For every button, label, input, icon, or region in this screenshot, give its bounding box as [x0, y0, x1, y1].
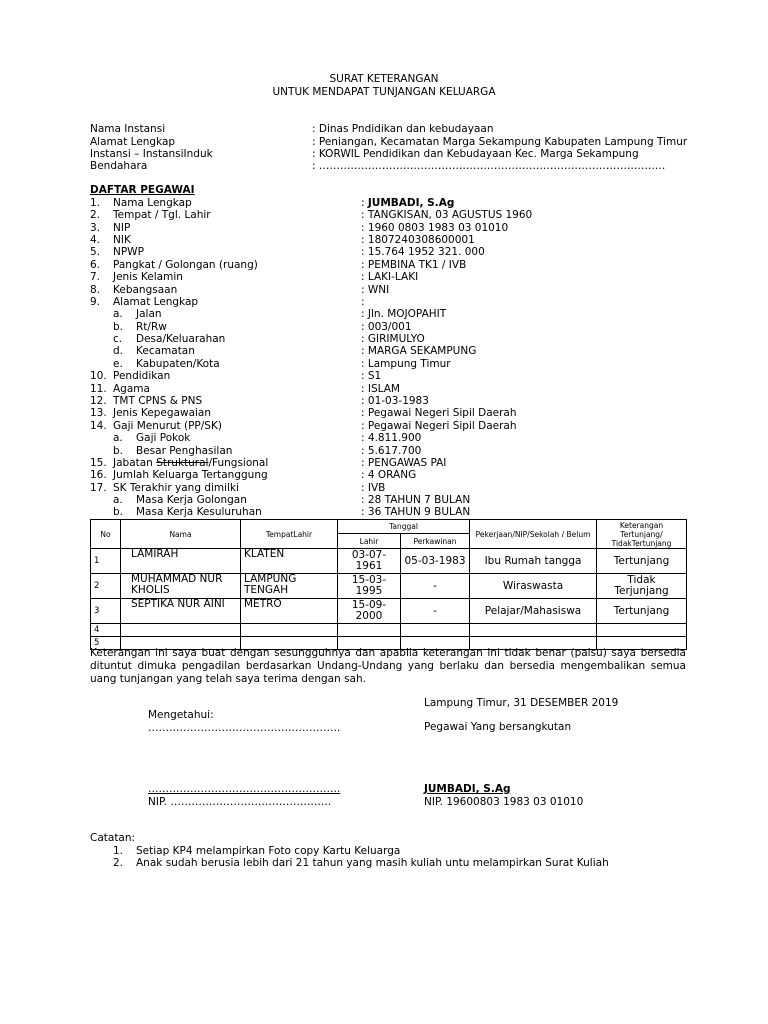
cell-pekerjaan — [470, 624, 597, 637]
pegawai-label: Rt/Rw — [136, 321, 167, 333]
pegawai-value: : 15.764 1952 321. 000 — [361, 246, 485, 258]
catatan-num: 1. — [113, 845, 124, 857]
pegawai-num: 16. — [90, 469, 107, 481]
cell-no: 4 — [91, 624, 121, 637]
pegawai-num: 11. — [90, 383, 107, 395]
cell-nama — [121, 624, 241, 637]
cell-no: 3 — [91, 599, 121, 624]
cell-lahir: 03-07-1961 — [338, 549, 401, 574]
cell-keterangan — [597, 624, 687, 637]
pegawai-label: Jumlah Keluarga Tertanggung — [113, 469, 268, 481]
left-signature-line: ………………………………………………. — [148, 783, 341, 795]
instansi-value: : KORWIL Pendidikan dan Kebudayaan Kec. Marga Sekampung — [312, 148, 639, 160]
pegawai-subnum: c. — [113, 333, 123, 345]
cell-perkawinan: - — [401, 574, 470, 599]
statement-paragraph: Keterangan ini saya buat dengan sesungguhnya dan apabila keterangan ini tidak benar (palsu) saya bersedia dituntut dimuka pengadilan berdasarkan Undang-Undang yang berlaku dan bersedia mengembalikan semua uang tunjangan yang telah saya terima dengan sah. — [90, 647, 686, 685]
pegawai-label: NIK — [113, 234, 131, 246]
table-row — [91, 574, 687, 599]
signer-nip: NIP. 19600803 1983 03 01010 — [424, 796, 584, 808]
pegawai-value: : 28 TAHUN 7 BULAN — [361, 494, 471, 506]
catatan-item: Setiap KP4 melampirkan Foto copy Kartu Keluarga — [136, 845, 401, 857]
pegawai-num: 9. — [90, 296, 101, 308]
cell-lahir: 15-03-1995 — [338, 574, 401, 599]
pegawai-label: TMT CPNS & PNS — [113, 395, 203, 407]
cell-tempat: LAMPUNG TENGAH — [241, 574, 338, 599]
mengetahui-dots: ………………………………………………. — [148, 722, 341, 734]
pegawai-value: : MARGA SEKAMPUNG — [361, 345, 477, 357]
catatan-num: 2. — [113, 857, 124, 869]
pegawai-value: : PENGAWAS PAI — [361, 457, 447, 469]
cell-no: 1 — [91, 549, 121, 574]
pegawai-value: : TANGKISAN, 03 AGUSTUS 1960 — [361, 209, 533, 221]
pegawai-label: Agama — [113, 383, 150, 395]
pegawai-num: 8. — [90, 284, 101, 296]
instansi-value: : ……………………………………………………………………………………… — [312, 160, 666, 172]
pegawai-label: Masa Kerja Kesuluruhan — [136, 506, 262, 518]
pegawai-label: Kabupaten/Kota — [136, 358, 220, 370]
pegawai-label: SK Terakhir yang dimilki — [113, 482, 239, 494]
header-lahir: Lahir — [338, 534, 401, 549]
pegawai-value: : 003/001 — [361, 321, 412, 333]
instansi-value: : Dinas Pndidikan dan kebudayaan — [312, 123, 494, 135]
pegawai-value: : LAKI-LAKI — [361, 271, 419, 283]
pegawai-subnum: d. — [113, 345, 124, 357]
cell-tempat — [241, 624, 338, 637]
cell-pekerjaan: Ibu Rumah tangga — [470, 549, 597, 574]
cell-keterangan: Tertunjang — [597, 549, 687, 574]
pegawai-num: 10. — [90, 370, 107, 382]
header-nama: Nama — [121, 520, 241, 549]
header-no: No — [91, 520, 121, 549]
cell-nama: LAMIRAH — [121, 549, 241, 574]
cell-keterangan: Tertunjang — [597, 599, 687, 624]
header-pekerjaan: Pekerjaan/NIP/Sekolah / Belum — [470, 520, 597, 549]
pegawai-label: Tempat / Tgl. Lahir — [113, 209, 211, 221]
pegawai-value: : 01-03-1983 — [361, 395, 429, 407]
pegawai-num: 5. — [90, 246, 101, 258]
pegawai-num: 13. — [90, 407, 107, 419]
pegawai-value: : GIRIMULYO — [361, 333, 425, 345]
pegawai-value: : WNI — [361, 284, 390, 296]
pegawai-subnum: a. — [113, 432, 123, 444]
pegawai-value: : JUMBADI, S.Ag — [361, 197, 455, 209]
pegawai-label: Kebangsaan — [113, 284, 178, 296]
pegawai-num: 2. — [90, 209, 101, 221]
cell-keterangan: Tidak Terjunjang — [597, 574, 687, 599]
table-row — [91, 624, 687, 637]
header-tempat-lahir: TempatLahir — [241, 520, 338, 549]
pegawai-label: Gaji Menurut (PP/SK) — [113, 420, 222, 432]
cell-tempat: KLATEN — [241, 549, 338, 574]
pegawai-value: : Lampung Timur — [361, 358, 451, 370]
header-tanggal: Tanggal — [338, 520, 470, 534]
pegawai-value: : 4 ORANG — [361, 469, 417, 481]
cell-nama: SEPTIKA NUR AINI — [121, 599, 241, 624]
pegawai-subnum: b. — [113, 321, 124, 333]
pegawai-value: : 36 TAHUN 9 BULAN — [361, 506, 471, 518]
pegawai-label: Masa Kerja Golongan — [136, 494, 247, 506]
pegawai-label: Desa/Keluarahan — [136, 333, 226, 345]
instansi-label: Alamat Lengkap — [90, 136, 176, 148]
pegawai-value: : Pegawai Negeri Sipil Daerah — [361, 407, 517, 419]
pegawai-label: Nama Lengkap — [113, 197, 192, 209]
pegawai-subnum: a. — [113, 308, 123, 320]
pegawai-label: Jalan — [136, 308, 162, 320]
pegawai-num: 14. — [90, 420, 107, 432]
table-row — [91, 599, 687, 624]
pegawai-label: Besar Penghasilan — [136, 445, 233, 457]
pegawai-label: Pangkat / Golongan (ruang) — [113, 259, 258, 271]
signer-name: JUMBADI, S.Ag — [424, 783, 511, 795]
pegawai-label: Gaji Pokok — [136, 432, 191, 444]
pegawai-subnum: b. — [113, 506, 124, 518]
catatan-title: Catatan: — [90, 832, 136, 844]
pegawai-subnum: a. — [113, 494, 123, 506]
pegawai-label: Alamat Lengkap — [113, 296, 199, 308]
pegawai-num: 7. — [90, 271, 101, 283]
header-keterangan: Keterangan Tertunjang/ TidakTertunjang — [597, 520, 687, 549]
pegawai-subnum: b. — [113, 445, 124, 457]
daftar-pegawai-title: DAFTAR PEGAWAI — [90, 184, 195, 196]
pegawai-value: : S1 — [361, 370, 382, 382]
family-table — [90, 519, 687, 650]
pegawai-num: 4. — [90, 234, 101, 246]
cell-lahir: 15-09-2000 — [338, 599, 401, 624]
cell-pekerjaan: Wiraswasta — [470, 574, 597, 599]
pegawai-label: Jenis Kepegawaian — [113, 407, 212, 419]
cell-perkawinan: - — [401, 599, 470, 624]
cell-no: 2 — [91, 574, 121, 599]
pegawai-num: 3. — [90, 222, 101, 234]
instansi-label: Instansi – InstansiInduk — [90, 148, 213, 160]
doc-title-line2: UNTUK MENDAPAT TUNJANGAN KELUARGA — [272, 86, 496, 98]
pegawai-num: 15. — [90, 457, 107, 469]
pegawai-value: : Jln. MOJOPAHIT — [361, 308, 447, 320]
pegawai-num: 12. — [90, 395, 107, 407]
place-date: Lampung Timur, 31 DESEMBER 2019 — [424, 697, 619, 709]
instansi-label: Nama Instansi — [90, 123, 166, 135]
pegawai-label: Kecamatan — [136, 345, 195, 357]
pegawai-value: : ISLAM — [361, 383, 400, 395]
cell-tempat: METRO — [241, 599, 338, 624]
pegawai-value: : 4.811.900 — [361, 432, 422, 444]
doc-title-line1: SURAT KETERANGAN — [329, 73, 439, 85]
pegawai-num: 6. — [90, 259, 101, 271]
table-row — [91, 549, 687, 574]
cell-perkawinan: 05-03-1983 — [401, 549, 470, 574]
left-nip: NIP. ………………………………………. — [148, 796, 332, 808]
pegawai-label: Jenis Kelamin — [113, 271, 183, 283]
header-perkawinan: Perkawinan — [401, 534, 470, 549]
pegawai-value: : 1807240308600001 — [361, 234, 475, 246]
pegawai-label: NPWP — [113, 246, 144, 258]
pegawai-value: : 1960 0803 1983 03 01010 — [361, 222, 509, 234]
pegawai-value: : — [361, 296, 365, 308]
pegawai-label: Pendidikan — [113, 370, 171, 382]
pegawai-label: Jabatan Struktural/Fungsional — [113, 457, 269, 469]
pegawai-value: : IVB — [361, 482, 386, 494]
cell-nama: MUHAMMAD NUR KHOLIS — [121, 574, 241, 599]
cell-lahir — [338, 624, 401, 637]
pegawai-value: : Pegawai Negeri Sipil Daerah — [361, 420, 517, 432]
mengetahui-label: Mengetahui: — [148, 709, 214, 721]
pegawai-bersangkutan-label: Pegawai Yang bersangkutan — [424, 721, 572, 733]
pegawai-num: 17. — [90, 482, 107, 494]
pegawai-num: 1. — [90, 197, 101, 209]
cell-no: 5 — [91, 637, 121, 650]
pegawai-value: : 5.617.700 — [361, 445, 422, 457]
pegawai-subnum: e. — [113, 358, 123, 370]
cell-pekerjaan: Pelajar/Mahasiswa — [470, 599, 597, 624]
instansi-label: Bendahara — [90, 160, 148, 172]
cell-perkawinan — [401, 624, 470, 637]
table-header-row — [91, 520, 687, 534]
instansi-value: : Peniangan, Kecamatan Marga Sekampung Kabupaten Lampung Timur — [312, 136, 688, 148]
pegawai-value: : PEMBINA TK1 / IVB — [361, 259, 467, 271]
pegawai-label: NIP — [113, 222, 131, 234]
struck-word: Struktural — [156, 457, 209, 469]
catatan-item: Anak sudah berusia lebih dari 21 tahun yang masih kuliah untu melampirkan Surat Kuliah — [136, 857, 609, 869]
